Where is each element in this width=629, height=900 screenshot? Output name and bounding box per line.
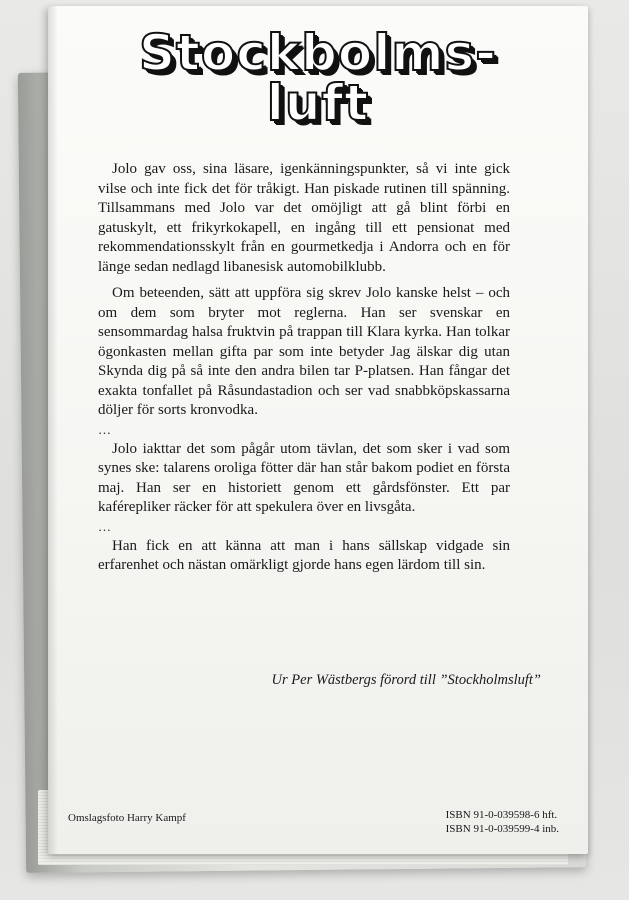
paragraph-2: Om beteenden, sätt att uppföra sig skrev Jolo kanske helst – och om dem som bryter mot reglerna. Han ser svenskar en sensommardag halsa fruktvin på trappan till Klara kyrka. Han tolkar ögonkasten mellan gifta par som inte betyder Jag älskar dig utan Skynda dig på så inte den andra bilen tar P-platsen. Han fångar det exakta tonfallet på Råsundastadion och ser vad snabbköpskassarna döljer för sorts kronvodka. (98, 285, 510, 418)
paragraph-4: Han fick en att känna att man i hans sällskap vidgade sin erfarenhet och nästan omärkligt gjorde hans egen lärdom till sin. (98, 537, 510, 573)
isbn-block (446, 808, 559, 836)
blurb-text (98, 160, 510, 583)
paragraph-1: Jolo gav oss, sina läsare, igenkänningspunkter, så vi inte gick vilse och inte fick det för tråkigt. Han piskade rutinen till spänning. Tillsammans med Jolo var det omöjligt att gå blint förbi en gatuskylt, ett frikyrkokapell, en ingång till ett pensionat med rekommendationsskylt från en gourmetkedja i Andorra och en för länge sedan nedlagd libanesisk automobilklubb. (98, 161, 510, 275)
foreword-attribution: Ur Per Wästbergs förord till ”Stockholmsluft” (271, 672, 541, 688)
ellipsis-1: … (98, 421, 111, 437)
paragraph-3: Jolo iakttar det som pågår utom tävlan, det som sker i vad som synes ske: talarens oroliga fötter där han står bakom podiet en första maj. Han ser en historiett genom ett gårdsfönster. Ett par kaférepliker räcker för att spekulera över en livsgåta. (98, 440, 510, 515)
cover-photo-credit: Omslagsfoto Harry Kampf (68, 812, 186, 824)
title-line-1: Stockbolms- (138, 24, 498, 82)
isbn-paperback: ISBN 91-0-039598-6 hft. (445, 809, 558, 821)
isbn-hardcover: ISBN 91-0-039599-4 inb. (445, 823, 559, 835)
ellipsis-2: … (98, 518, 111, 534)
title-line-2: luft (266, 74, 370, 132)
book-title (48, 24, 588, 132)
